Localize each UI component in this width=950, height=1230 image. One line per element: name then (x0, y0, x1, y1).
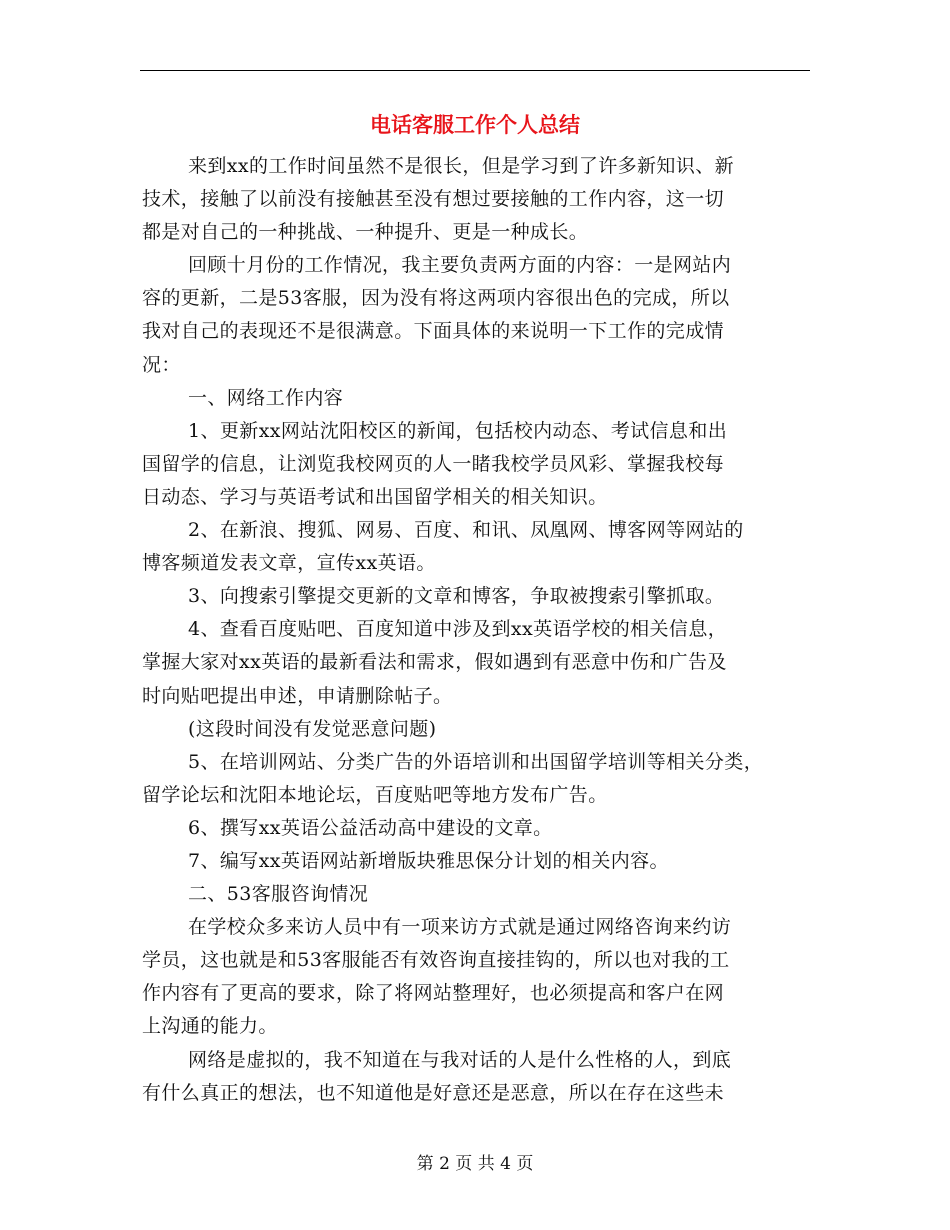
note-no-malicious (142, 713, 822, 746)
document-title: 电话客服工作个人总结 (370, 112, 580, 137)
text-line: 日动态、学习与英语考试和出国留学相关的相关知识。 (142, 485, 608, 508)
text-line: 容的更新，二是53客服，因为没有将这两项内容很出色的完成，所以 (142, 287, 730, 310)
paragraph-visitors (142, 911, 822, 1043)
list-item-5 (142, 746, 822, 812)
section-heading: 二、53客服咨询情况 (188, 883, 369, 906)
text-line: 4、查看百度贴吧、百度知道中涉及到xx英语学校的相关信息， (188, 618, 728, 641)
text-line: 国留学的信息，让浏览我校网页的人一睹我校学员风彩、掌握我校每 (142, 452, 725, 475)
text-line: 博客频道发表文章，宣传xx英语。 (142, 552, 436, 575)
text-line: 6、撰写xx英语公益活动高中建设的文章。 (188, 816, 553, 839)
text-line: 有什么真正的想法，也不知道他是好意还是恶意，所以在存在这些未 (142, 1081, 725, 1104)
text-line: 3、向搜索引擎提交更新的文章和博客，争取被搜索引擎抓取。 (188, 585, 725, 608)
section-heading-53-service (142, 878, 822, 911)
text-line: 网络是虚拟的，我不知道在与我对话的人是什么性格的人，到底 (188, 1048, 732, 1071)
paragraph-intro (142, 150, 822, 249)
list-item-1 (142, 415, 822, 514)
text-line: 来到xx的工作时间虽然不是很长，但是学习到了许多新知识、新 (188, 155, 735, 177)
text-line: 留学论坛和沈阳本地论坛，百度贴吧等地方发布广告。 (142, 783, 608, 806)
text-line: 掌握大家对xx英语的最新看法和需求，假如遇到有恶意中伤和广告及 (142, 651, 727, 674)
text-line: 都是对自己的一种挑战、一种提升、更是一种成长。 (142, 221, 589, 244)
text-line: 上沟通的能力。 (142, 1015, 278, 1038)
text-line: 2、在新浪、搜狐、网易、百度、和讯、凤凰网、博客网等网站的 (188, 519, 744, 542)
text-line: 技术，接触了以前没有接触甚至没有想过要接触的工作内容，这一切 (142, 188, 725, 211)
text-line: 回顾十月份的工作情况，我主要负责两方面的内容：一是网站内 (188, 254, 732, 277)
page-number-footer: 第 2 页 共 4 页 (416, 1154, 534, 1174)
list-item-2 (142, 514, 822, 580)
text-line: 时向贴吧提出申述，申请删除帖子。 (142, 684, 453, 707)
section-heading-network-work (142, 382, 822, 415)
text-line: 作内容有了更高的要求，除了将网站整理好，也必须提高和客户在网 (142, 982, 725, 1005)
list-item-4 (142, 613, 822, 712)
text-line: 在学校众多来访人员中有一项来访方式就是通过网络咨询来约访 (188, 916, 732, 939)
text-line: 1、更新xx网站沈阳校区的新闻，包括校内动态、考试信息和出 (188, 419, 728, 442)
paragraph-review (142, 249, 822, 381)
list-item-6 (142, 812, 822, 845)
list-item-3 (142, 580, 822, 613)
section-heading: 一、网络工作内容 (188, 386, 344, 409)
paragraph-virtual-network (142, 1044, 822, 1110)
text-line: (这段时间没有发觉恶意问题) (188, 717, 437, 740)
text-line: 我对自己的表现还不是很满意。下面具体的来说明一下工作的完成情 (142, 320, 725, 343)
text-line: 学员，这也就是和53客服能否有效咨询直接挂钩的，所以也对我的工 (142, 949, 730, 972)
list-item-7 (142, 845, 822, 878)
document-body (142, 150, 822, 1110)
header-rule (140, 70, 810, 71)
text-line: 7、编写xx英语网站新增版块雅思保分计划的相关内容。 (188, 849, 669, 872)
text-line: 5、在培训网站、分类广告的外语培训和出国留学培训等相关分类， (188, 750, 764, 773)
text-line: 况： (142, 353, 181, 376)
